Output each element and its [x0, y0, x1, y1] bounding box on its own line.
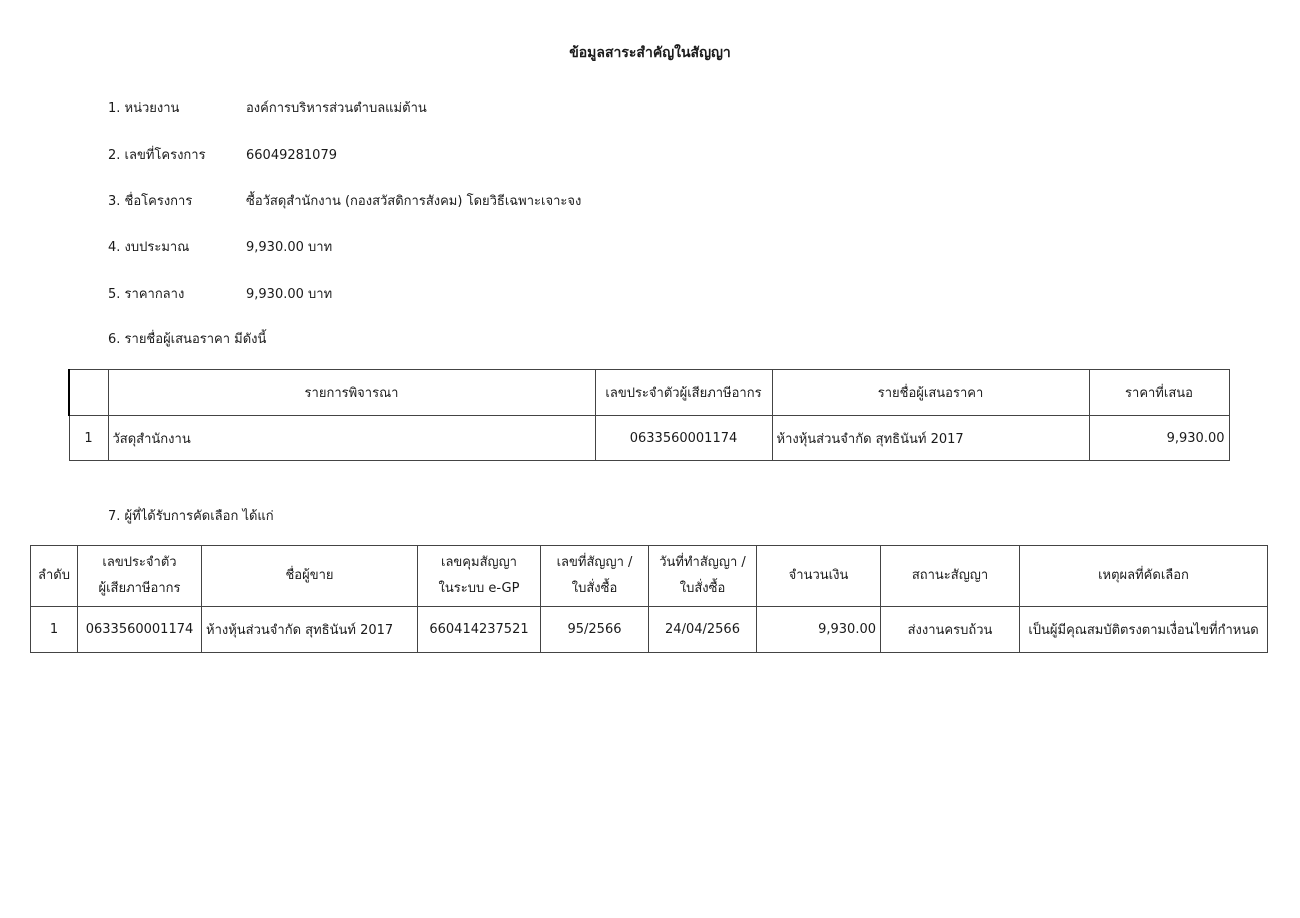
- info-label: 5. ราคากลาง: [108, 287, 185, 302]
- table-header-cell: [78, 546, 202, 607]
- table-cell: ห้างหุ้นส่วนจำกัด สุทธินันท์ 2017: [202, 607, 418, 653]
- section-6-heading: 6. รายชื่อผู้เสนอราคา มีดังนี้: [108, 332, 267, 347]
- info-value: 66049281079: [246, 148, 337, 163]
- bidders-table: [68, 369, 1230, 461]
- header-text: เลขคุมสัญญา: [441, 555, 517, 570]
- info-row-median-price: [108, 283, 332, 304]
- header-text: เลขที่สัญญา /: [556, 555, 633, 570]
- info-row-project-number: [108, 144, 337, 165]
- info-label: 1. หน่วยงาน: [108, 101, 180, 116]
- selected-vendor-table: [30, 545, 1268, 653]
- info-value: 9,930.00 บาท: [246, 287, 333, 302]
- header-text: ใบสั่งซื้อ: [679, 581, 726, 596]
- table-header-cell: ราคาที่เสนอ: [1089, 370, 1229, 416]
- header-text: จำนวนเงิน: [788, 568, 849, 583]
- info-value: ซื้อวัสดุสำนักงาน (กองสวัสดิการสังคม) โดยวิธีเฉพาะเจาะจง: [246, 194, 582, 209]
- table-cell: 0633560001174: [78, 607, 202, 653]
- info-label: 3. ชื่อโครงการ: [108, 194, 193, 209]
- table-cell: ห้างหุ้นส่วนจำกัด สุทธินันท์ 2017: [772, 416, 1089, 461]
- table-cell: 1: [31, 607, 78, 653]
- table-header-cell: [202, 546, 418, 607]
- info-label: 2. เลขที่โครงการ: [108, 148, 206, 163]
- table-cell: 9,930.00: [757, 607, 881, 653]
- table-header-cell: [418, 546, 541, 607]
- header-text: เหตุผลที่คัดเลือก: [1098, 568, 1189, 583]
- info-row-project-name: [108, 190, 581, 211]
- table-cell: วัสดุสำนักงาน: [108, 416, 595, 461]
- table-header-cell: เลขประจำตัวผู้เสียภาษีอากร: [595, 370, 772, 416]
- info-value: 9,930.00 บาท: [246, 240, 333, 255]
- table-cell: 660414237521: [418, 607, 541, 653]
- table-cell: 95/2566: [541, 607, 649, 653]
- header-text: ในระบบ e-GP: [438, 581, 520, 596]
- table-cell: ส่งงานครบถ้วน: [881, 607, 1020, 653]
- table-row: [69, 416, 1229, 461]
- header-text: ใบสั่งซื้อ: [571, 581, 618, 596]
- table-row: [31, 607, 1268, 653]
- table-header-cell: [31, 546, 78, 607]
- table-header-cell: รายชื่อผู้เสนอราคา: [772, 370, 1089, 416]
- document-title: ข้อมูลสาระสำคัญในสัญญา: [569, 45, 731, 61]
- header-text: ลำดับ: [38, 568, 70, 583]
- table-cell: เป็นผู้มีคุณสมบัติตรงตามเงื่อนไขที่กำหนด: [1020, 607, 1268, 653]
- table-header-cell: [69, 370, 108, 416]
- section-7-heading: 7. ผู้ที่ได้รับการคัดเลือก ได้แก่: [108, 509, 274, 524]
- table-cell: 1: [69, 416, 108, 461]
- info-row-agency: [108, 97, 427, 118]
- header-text: ชื่อผู้ขาย: [285, 568, 334, 583]
- info-row-budget: [108, 236, 332, 257]
- table-header-cell: [1020, 546, 1268, 607]
- info-label: 4. งบประมาณ: [108, 240, 190, 255]
- header-text: วันที่ทำสัญญา /: [659, 555, 746, 570]
- header-text: ผู้เสียภาษีอากร: [98, 581, 181, 596]
- info-value: องค์การบริหารส่วนตำบลแม่ต้าน: [246, 101, 427, 116]
- table-cell: 24/04/2566: [649, 607, 757, 653]
- header-text: เลขประจำตัว: [102, 555, 177, 570]
- table-cell: 9,930.00: [1089, 416, 1229, 461]
- table-header-cell: [649, 546, 757, 607]
- table-header-row: [69, 370, 1229, 416]
- table-cell: 0633560001174: [595, 416, 772, 461]
- table-header-cell: รายการพิจารณา: [108, 370, 595, 416]
- table-header-cell: [541, 546, 649, 607]
- table-header-cell: [757, 546, 881, 607]
- table-header-cell: [881, 546, 1020, 607]
- table-header-row: [31, 546, 1268, 607]
- header-text: สถานะสัญญา: [911, 568, 989, 583]
